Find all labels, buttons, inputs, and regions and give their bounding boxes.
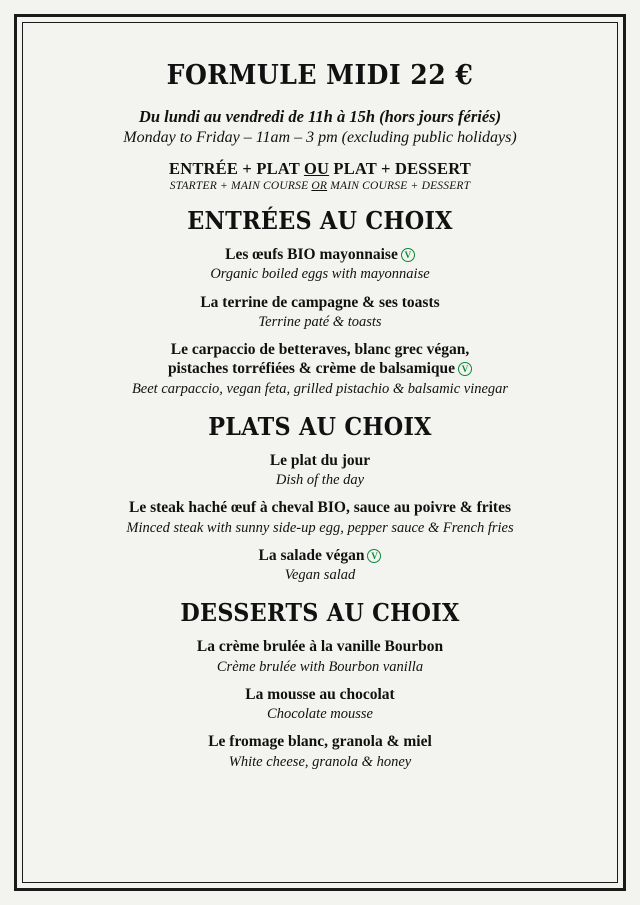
menu-item — [44, 451, 596, 490]
menu-item — [44, 546, 596, 585]
formula-english — [44, 180, 596, 192]
item-name-english: Minced steak with sunny side-up egg, pepper sauce & French fries — [126, 519, 514, 536]
item-name-french: Le fromage blanc, granola & miel — [208, 733, 432, 751]
menu-item — [44, 245, 596, 284]
menu-item — [44, 637, 596, 676]
vegan-badge-icon: V — [458, 362, 472, 376]
menu-item — [44, 732, 596, 771]
item-name-french: Le steak haché œuf à cheval BIO, sauce au poivre & frites — [128, 499, 512, 517]
item-name-french: La terrine de campagne & ses toasts — [200, 293, 440, 311]
item-name-english: Crème brulée with Bourbon vanilla — [216, 658, 424, 675]
item-name-french — [44, 546, 596, 565]
item-name-french-text: Les œufs BIO mayonnaise — [225, 246, 398, 263]
item-name-french: Le carpaccio de betteraves, blanc grec végan, — [170, 341, 470, 358]
item-name-english: Dish of the day — [275, 472, 365, 489]
item-name-english: Beet carpaccio, vegan feta, grilled pistachio & balsamic vinegar — [131, 380, 509, 397]
section-title-desserts: DESSERTS AU CHOIX — [180, 598, 460, 628]
item-name-english: Vegan salad — [284, 567, 356, 584]
menu-item — [44, 498, 596, 537]
menu-item — [44, 685, 596, 724]
hours-french: Du lundi au vendredi de 11h à 15h (hors jours fériés) — [138, 107, 502, 126]
menu-item — [44, 340, 596, 398]
item-name-english: Chocolate mousse — [267, 706, 373, 723]
item-name-english: Terrine paté & toasts — [258, 313, 382, 330]
section-title-mains: PLATS AU CHOIX — [208, 411, 432, 441]
formula-english-or: OR — [311, 180, 328, 192]
vegetarian-badge-icon: V — [401, 248, 415, 262]
formula-english-part2: MAIN COURSE + DESSERT — [327, 180, 471, 192]
section-title-starters: ENTRÉES AU CHOIX — [187, 206, 453, 235]
formula-french-or: OU — [303, 159, 330, 178]
item-name-french-line2-text: pistaches torréfiées & crème de balsamique — [167, 360, 456, 378]
vegan-badge-icon: V — [367, 549, 381, 563]
hours-english: Monday to Friday – 11am – 3 pm (excluding public holidays) — [123, 129, 517, 146]
formula-french-part1: ENTRÉE + PLAT — [169, 159, 304, 178]
item-name-french-text: La salade végan — [258, 546, 365, 564]
item-name-french: La crème brulée à la vanille Bourbon — [196, 638, 444, 656]
menu-content — [34, 34, 606, 871]
item-name-french-line2 — [44, 359, 596, 378]
menu-item — [44, 293, 596, 332]
formula-french — [44, 159, 596, 179]
item-name-french — [44, 245, 596, 264]
menu-title: FORMULE MIDI 22 € — [166, 60, 474, 91]
item-name-french: Le plat du jour — [269, 451, 371, 469]
item-name-english: White cheese, granola & honey — [228, 753, 412, 770]
formula-french-part2: PLAT + DESSERT — [329, 159, 471, 178]
item-name-french: La mousse au chocolat — [245, 685, 395, 703]
formula-english-part1: STARTER + MAIN COURSE — [169, 180, 312, 192]
item-name-english: Organic boiled eggs with mayonnaise — [210, 266, 430, 283]
